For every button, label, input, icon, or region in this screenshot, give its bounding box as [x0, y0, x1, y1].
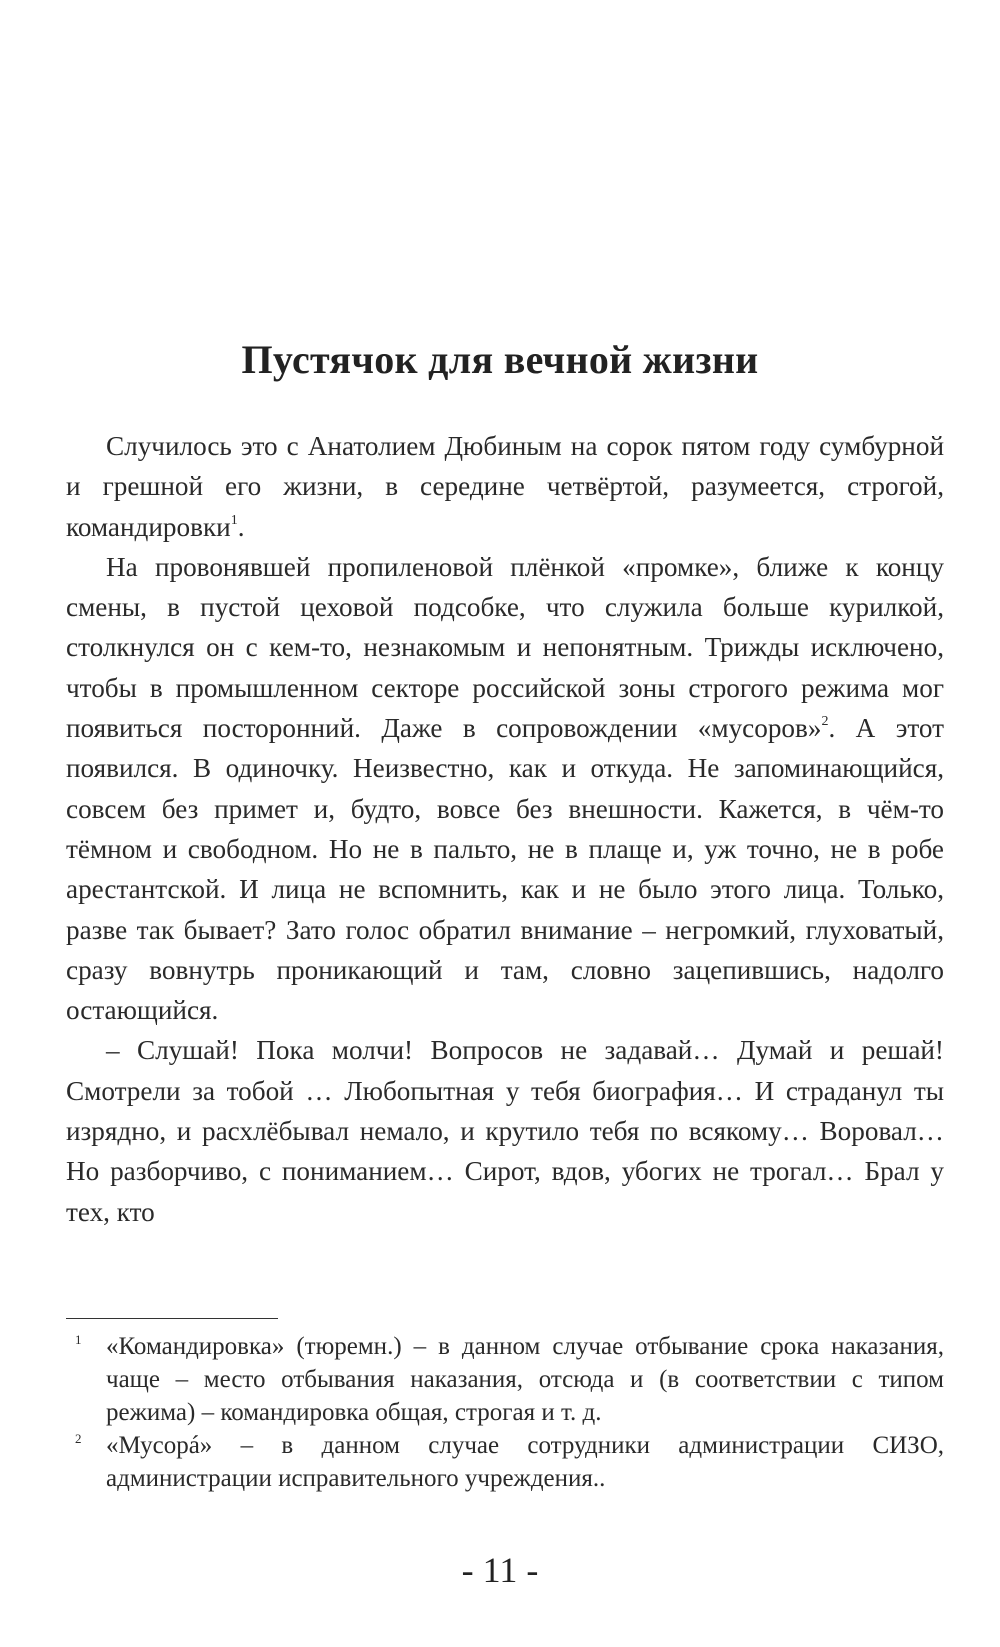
footnote-ref-2: 2 [821, 714, 829, 730]
footnote-ref-1: 1 [230, 512, 238, 528]
paragraph-2-tail: . А этот появился. В одиночку. Неизвестно, как и откуда. Не запоминающийся, совсем без примет и, будто, вовсе без внешности. Кажется, в чём-то тёмном и свободном. Но не в пальто, не в плаще и, уж точно, не в робе арестантской. И лица не вспомнить, как и не было этого лица. Только, разве так бывает? Зато голос обратил внимание – негромкий, глуховатый, сразу вовнутрь проникающий и там, словно зацепившись, надолго остающийся. [66, 713, 945, 1026]
footnotes [66, 1330, 944, 1495]
paragraph-3-text: – Слушай! Пока молчи! Вопросов не задавай… Думай и решай! Смотрели за тобой … Любопытная у тебя биография… И страданул ты изрядно, и расхлёбывал немало, и крутило тебя по всякому… Воровал… Но разборчиво, с пониманием… Сирот, вдов, убогих не трогал… Брал у тех, кто [66, 1035, 944, 1227]
footnote-text-1: «Командировка» (тюремн.) – в данном случае отбывание срока наказания, чаще – место отбывания наказания, отсюда и (в соответствии с типом режима) – командировка общая, строгая и т. д. [106, 1333, 944, 1426]
paragraph-1-text: Случилось это с Анатолием Дюбиным на сорок пятом году сумбурной и грешной его жизни, в середине четвёртой, разумеется, строгой, командировки [66, 431, 944, 542]
footnote-number-1: 1 [75, 1332, 82, 1347]
footnote-1 [66, 1330, 944, 1429]
paragraph-2-text: На провонявшей пропиленовой плёнкой «промке», ближе к концу смены, в пустой цеховой подсобке, что служила больше курилкой, столкнулся он с кем-то, незнакомым и непонятным. Трижды исключено, чтобы в промышленном секторе российской зоны строгого режима мог появиться посторонний. Даже в сопровождении «мусоров» [66, 551, 944, 744]
paragraph-2 [66, 547, 944, 1031]
paragraph-1-tail: . [237, 511, 245, 542]
page-number: - 11 - [461, 1550, 539, 1590]
paragraph-3 [66, 1030, 944, 1231]
paragraph-1 [66, 426, 944, 547]
footnote-divider [66, 1318, 278, 1319]
body-text [66, 426, 944, 1232]
footnote-2 [66, 1429, 944, 1495]
footnote-number-2: 2 [75, 1431, 82, 1446]
chapter-title: Пустячок для вечной жизни [241, 337, 759, 382]
footnote-text-2: «Мусорá» – в данном случае сотрудники администрации СИЗО, администрации исправительного учреждения.. [106, 1432, 944, 1492]
